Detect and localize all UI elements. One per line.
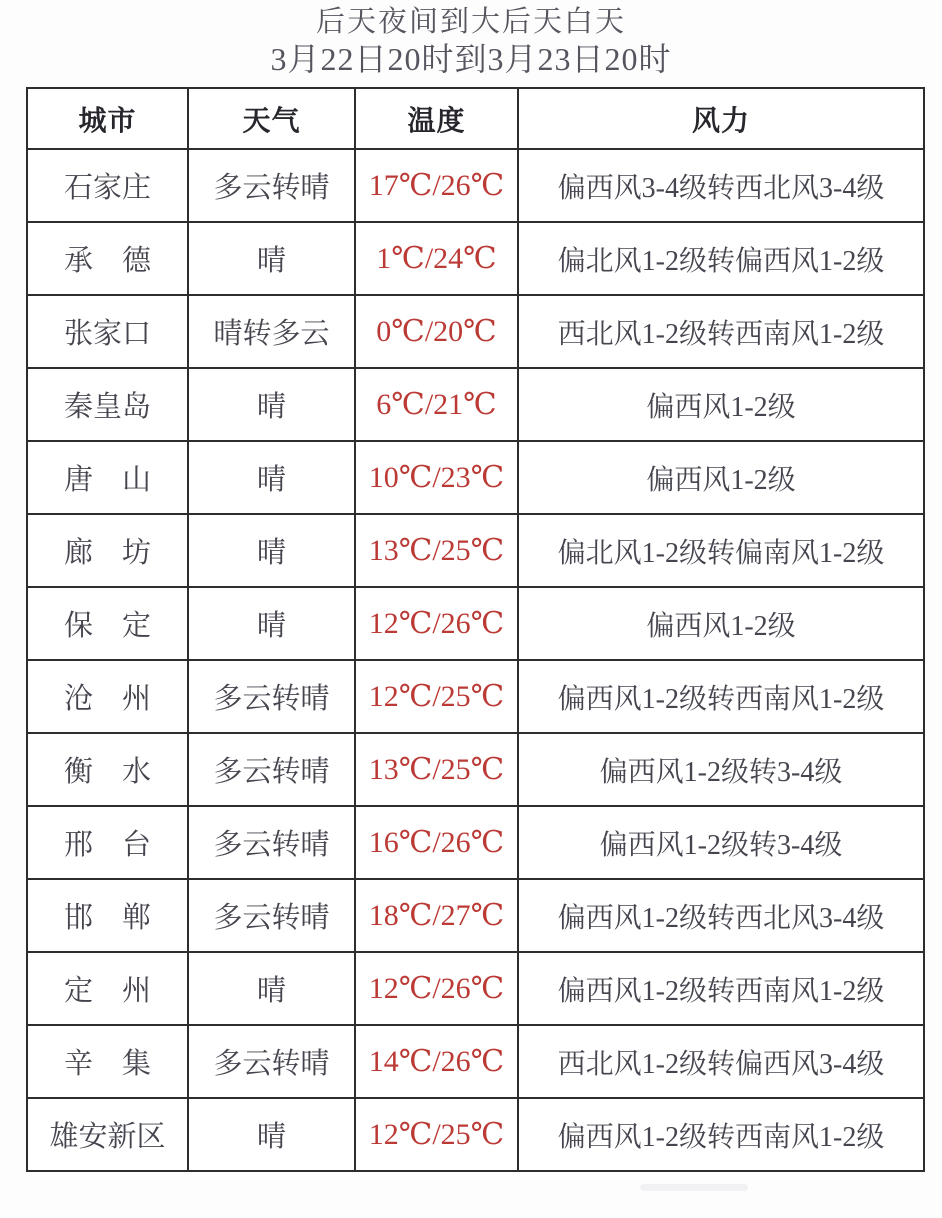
table-row [27, 733, 924, 806]
temperature-cell: 12℃/25℃ [355, 1098, 518, 1171]
temperature-cell: 18℃/27℃ [355, 879, 518, 952]
city-cell: 石家庄 [27, 149, 188, 222]
city-cell: 邢 台 [27, 806, 188, 879]
temperature-cell: 10℃/23℃ [355, 441, 518, 514]
table-header-row [27, 88, 924, 149]
table-row [27, 879, 924, 952]
table-row [27, 952, 924, 1025]
wind-cell: 偏西风1-2级转西南风1-2级 [518, 1098, 924, 1171]
wind-cell: 偏西风1-2级 [518, 587, 924, 660]
temperature-cell: 16℃/26℃ [355, 806, 518, 879]
city-cell: 定 州 [27, 952, 188, 1025]
wind-cell: 西北风1-2级转偏西风3-4级 [518, 1025, 924, 1098]
weather-cell: 多云转晴 [188, 1025, 355, 1098]
city-cell: 秦皇岛 [27, 368, 188, 441]
city-cell: 雄安新区 [27, 1098, 188, 1171]
wind-cell: 偏西风1-2级转3-4级 [518, 733, 924, 806]
temperature-cell: 13℃/25℃ [355, 514, 518, 587]
table-row [27, 149, 924, 222]
temperature-cell: 17℃/26℃ [355, 149, 518, 222]
column-header-wind: 风力 [518, 88, 924, 149]
city-cell: 邯 郸 [27, 879, 188, 952]
wind-cell: 偏西风1-2级转西南风1-2级 [518, 660, 924, 733]
temperature-cell: 0℃/20℃ [355, 295, 518, 368]
scan-artifact [640, 1184, 748, 1191]
weather-cell: 多云转晴 [188, 733, 355, 806]
table-row [27, 1098, 924, 1171]
weather-cell: 晴 [188, 587, 355, 660]
page-title [0, 4, 942, 78]
weather-cell: 晴 [188, 441, 355, 514]
wind-cell: 偏西风1-2级转西北风3-4级 [518, 879, 924, 952]
weather-cell: 晴转多云 [188, 295, 355, 368]
temperature-cell: 6℃/21℃ [355, 368, 518, 441]
weather-cell: 晴 [188, 952, 355, 1025]
weather-cell: 晴 [188, 368, 355, 441]
table-row [27, 368, 924, 441]
wind-cell: 西北风1-2级转西南风1-2级 [518, 295, 924, 368]
weather-cell: 多云转晴 [188, 149, 355, 222]
wind-cell: 偏西风1-2级转3-4级 [518, 806, 924, 879]
wind-cell: 偏北风1-2级转偏南风1-2级 [518, 514, 924, 587]
temperature-cell: 12℃/26℃ [355, 952, 518, 1025]
weather-cell: 多云转晴 [188, 660, 355, 733]
table-row [27, 514, 924, 587]
weather-cell: 多云转晴 [188, 806, 355, 879]
weather-cell: 晴 [188, 1098, 355, 1171]
weather-cell: 晴 [188, 514, 355, 587]
title-datetime-range: 3月22日20时到3月23日20时 [270, 41, 672, 77]
wind-cell: 偏西风1-2级转西南风1-2级 [518, 952, 924, 1025]
title-period: 后天夜间到大后天白天 [315, 6, 626, 38]
column-header-temperature: 温度 [355, 88, 518, 149]
table-row [27, 222, 924, 295]
table-row [27, 441, 924, 514]
city-cell: 张家口 [27, 295, 188, 368]
weather-cell: 多云转晴 [188, 879, 355, 952]
temperature-cell: 14℃/26℃ [355, 1025, 518, 1098]
city-cell: 承 德 [27, 222, 188, 295]
column-header-city: 城市 [27, 88, 188, 149]
city-cell: 唐 山 [27, 441, 188, 514]
table-body [27, 149, 924, 1171]
wind-cell: 偏西风1-2级 [518, 368, 924, 441]
city-cell: 廊 坊 [27, 514, 188, 587]
table-row [27, 295, 924, 368]
city-cell: 沧 州 [27, 660, 188, 733]
city-cell: 辛 集 [27, 1025, 188, 1098]
table-row [27, 660, 924, 733]
temperature-cell: 12℃/25℃ [355, 660, 518, 733]
city-cell: 保 定 [27, 587, 188, 660]
temperature-cell: 12℃/26℃ [355, 587, 518, 660]
weather-cell: 晴 [188, 222, 355, 295]
city-cell: 衡 水 [27, 733, 188, 806]
wind-cell: 偏北风1-2级转偏西风1-2级 [518, 222, 924, 295]
wind-cell: 偏西风3-4级转西北风3-4级 [518, 149, 924, 222]
table-row [27, 587, 924, 660]
table-row [27, 806, 924, 879]
wind-cell: 偏西风1-2级 [518, 441, 924, 514]
temperature-cell: 13℃/25℃ [355, 733, 518, 806]
temperature-cell: 1℃/24℃ [355, 222, 518, 295]
weather-forecast-table [26, 87, 925, 1172]
table-row [27, 1025, 924, 1098]
column-header-weather: 天气 [188, 88, 355, 149]
